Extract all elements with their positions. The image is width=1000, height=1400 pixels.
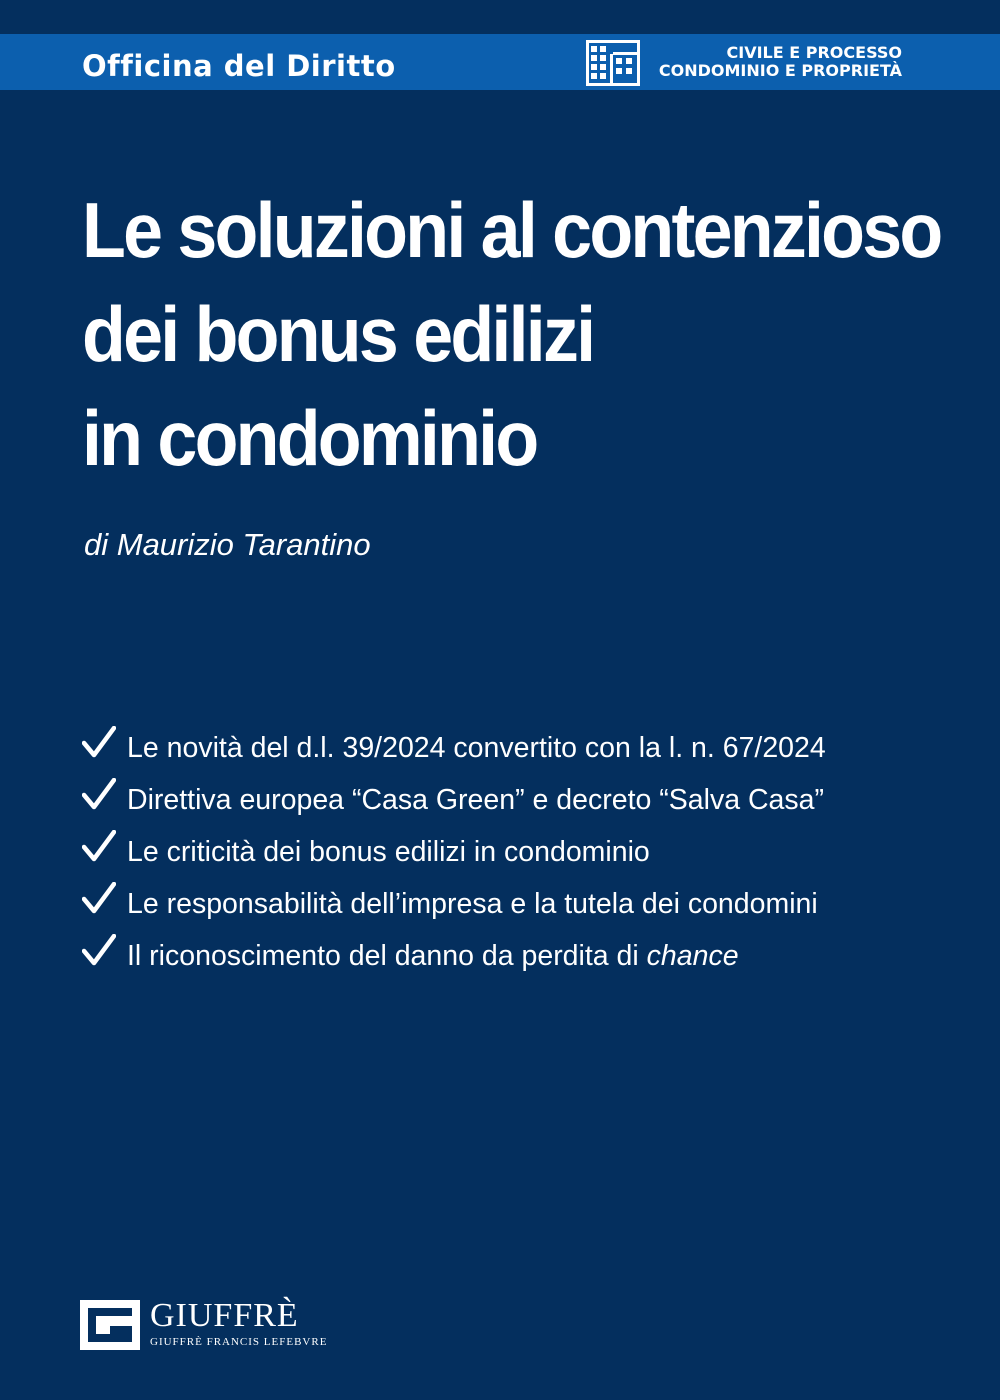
series-name: Officina del Diritto [82, 49, 396, 83]
highlight-text-plain: Il riconoscimento del danno da perdita di [127, 939, 647, 972]
category-line-2: CONDOMINIO E PROPRIETÀ [658, 61, 902, 80]
publisher-subtitle: GIUFFRÈ FRANCIS LEFEBVRE [150, 1336, 328, 1348]
publisher-logo-icon [80, 1300, 140, 1350]
check-icon [82, 882, 116, 914]
highlights-list [82, 722, 826, 982]
building-icon [586, 40, 640, 86]
list-item [82, 826, 826, 878]
title-line-1: Le soluzioni al contenzioso [82, 186, 941, 274]
title-line-2: dei bonus edilizi [82, 290, 594, 378]
highlight-text: Le responsabilità dell’impresa e la tutela dei condomini [127, 887, 818, 920]
highlight-emphasis: chance [646, 939, 739, 972]
publisher-name: GIUFFRÈ [150, 1297, 299, 1334]
title-line-3: in condominio [82, 394, 537, 482]
list-item [82, 878, 826, 930]
highlight-text: Direttiva europea “Casa Green” e decreto “Salva Casa” [127, 783, 824, 816]
category-line-1: CIVILE E PROCESSO [726, 43, 902, 62]
highlight-text: Le criticità dei bonus edilizi in condominio [127, 835, 650, 868]
check-icon [82, 726, 116, 758]
book-title [82, 178, 941, 490]
author: di Maurizio Tarantino [84, 527, 371, 562]
check-icon [82, 778, 116, 810]
list-item [82, 930, 826, 982]
highlight-text [127, 940, 739, 973]
category-label [652, 44, 902, 80]
list-item [82, 722, 826, 774]
list-item [82, 774, 826, 826]
highlight-text: Le novità del d.l. 39/2024 convertito con la l. n. 67/2024 [127, 731, 826, 764]
check-icon [82, 934, 116, 966]
check-icon [82, 830, 116, 862]
